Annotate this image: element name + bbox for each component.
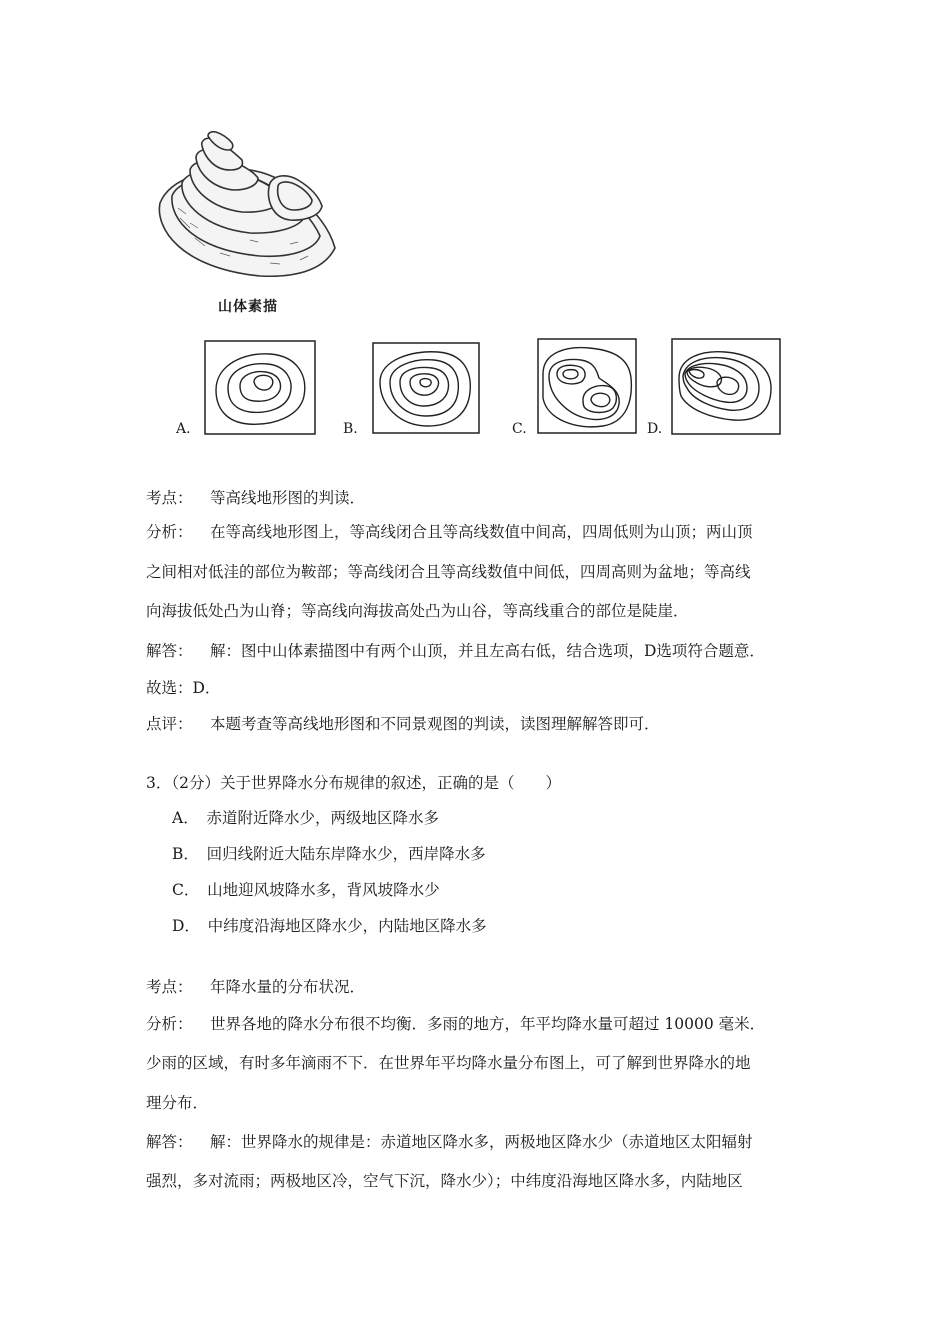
fenxi-line-2: 少雨的区域，有时多年滴雨不下．在世界年平均降水量分布图上，可了解到世界降水的地 [146,1054,751,1072]
dianping-text: 本题考查等高线地形图和不同景观图的判读，读图理解解答即可． [210,715,660,733]
fenxi-line-1: 世界各地的降水分布很不均衡．多雨的地方，年平均降水量可超过 10000 毫米． [210,1015,766,1033]
contour-map-a [204,340,316,435]
contour-map-c [537,338,637,434]
q2-kaodian [146,488,365,508]
fenxi-line-3: 理分布． [146,1094,209,1112]
option-c-label: C. [512,421,527,437]
fenxi-label: 分析： [146,1015,193,1033]
q3-option-d: D． 中纬度沿海地区降水少，内陆地区降水多 [172,917,487,935]
jieda-label: 解答： [146,1133,193,1151]
jieda-line-2: 强烈，多对流雨；两极地区冷，空气下沉，降水少）；中纬度沿海地区降水多，内陆地区 [146,1172,743,1190]
contour-map-b [372,342,480,434]
fenxi-line-2: 之间相对低洼的部位为鞍部；等高线闭合且等高线数值中间低，四周高则为盆地；等高线 [146,563,751,581]
q2-fenxi [146,522,753,542]
kaodian-label: 考点： [146,978,193,996]
q3-kaodian [146,977,365,997]
contour-map-d [671,338,781,435]
jieda-label: 解答： [146,642,193,660]
kaodian-label: 考点： [146,489,193,507]
kaodian-text: 等高线地形图的判读． [210,489,366,507]
dianping-label: 点评： [146,715,193,733]
option-d-label: D. [647,421,663,437]
option-a-label: A. [176,421,191,437]
q3-option-a: A． 赤道附近降水少，两级地区降水多 [172,809,439,827]
mountain-sketch [150,128,340,288]
jieda-line-1: 解：世界降水的规律是：赤道地区降水多，两极地区降水少（赤道地区太阳辐射 [210,1133,753,1151]
q3-option-b: B． 回归线附近大陆东岸降水少，西岸降水多 [172,845,486,863]
kaodian-text: 年降水量的分布状况． [210,978,366,996]
fenxi-line-1: 在等高线地形图上，等高线闭合且等高线数值中间高，四周低则为山顶；两山顶 [210,523,753,541]
q2-jieda [146,641,765,661]
jieda-line-1: 解：图中山体素描图中有两个山顶，并且左高右低，结合选项，D选项符合题意． [210,642,765,660]
q3-option-c: C． 山地迎风坡降水多，背风坡降水少 [172,881,440,899]
q3-fenxi [146,1014,765,1034]
jieda-line-2: 故选：D． [146,679,221,697]
figure-caption: 山体素描 [218,299,278,315]
fenxi-label: 分析： [146,523,193,541]
option-b-label: B. [343,421,358,437]
q3-stem: 3．（2分）关于世界降水分布规律的叙述，正确的是（ ） [146,774,561,792]
q2-dianping [146,714,660,734]
fenxi-line-3: 向海拔低处凸为山脊；等高线向海拔高处凸为山谷，等高线重合的部位是陡崖． [146,602,689,620]
q3-jieda [146,1132,753,1152]
